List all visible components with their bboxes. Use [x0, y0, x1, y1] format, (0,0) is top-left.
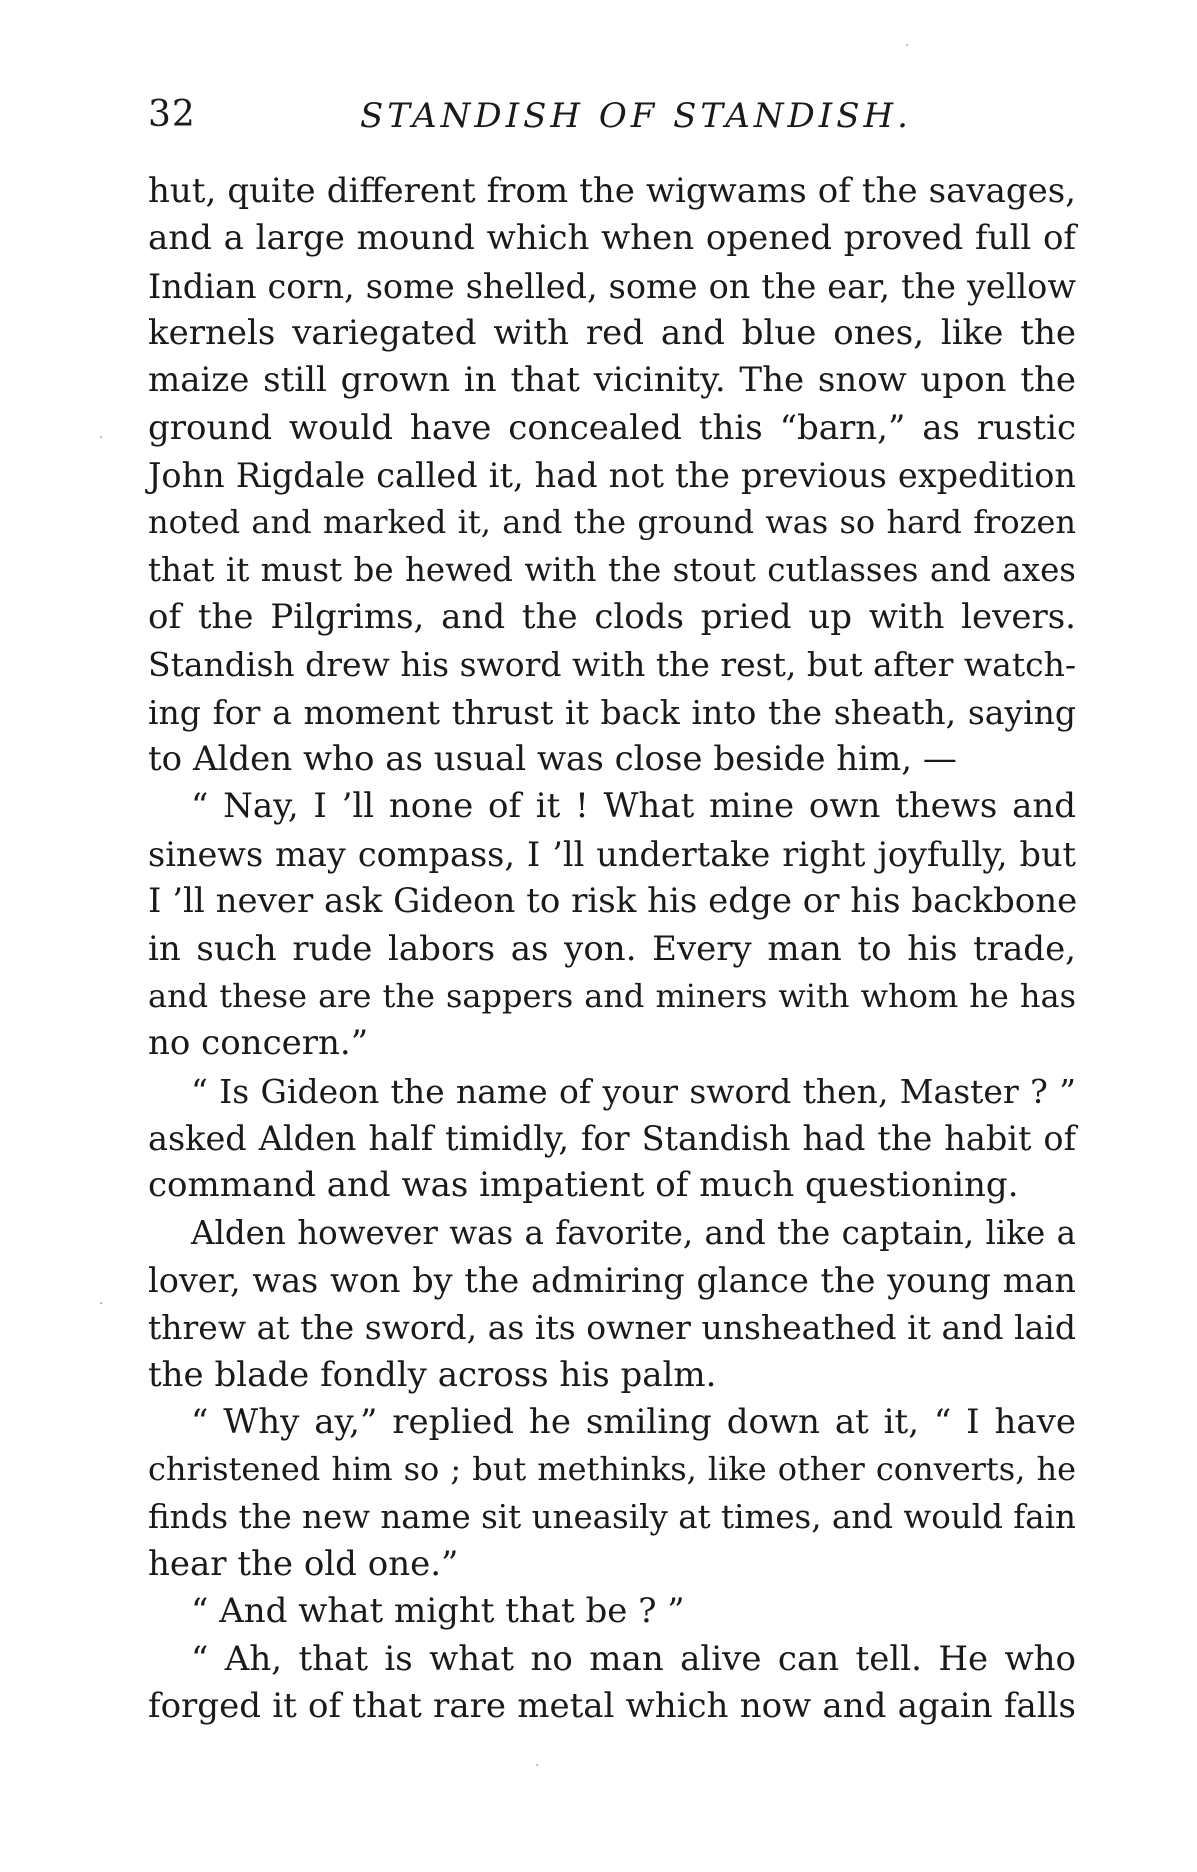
text-line: Alden however was a favorite, and the captain, like a: [191, 1213, 1076, 1252]
text-line: maize still grown in that vicinity. The snow upon the: [148, 360, 1076, 401]
text-line: asked Alden half timidly, for Standish had the habit of: [148, 1118, 1076, 1158]
text-line: noted and marked it, and the ground was so hard frozen: [148, 503, 1076, 542]
text-line: ing for a moment thrust it back into the sheath, saying: [148, 692, 1076, 732]
text-line: to Alden who as usual was close beside him, —: [148, 739, 957, 780]
text-line: “ And what might that be ? ”: [191, 1591, 685, 1632]
text-line: the blade fondly across his palm.: [148, 1354, 717, 1395]
text-line: Standish drew his sword with the rest, but after watch-: [148, 645, 1076, 685]
text-line: “ Is Gideon the name of your sword then, Master ? ”: [191, 1071, 1076, 1111]
text-line: and these are the sappers and miners with whom he has: [148, 976, 1076, 1015]
text-line: kernels variegated with red and blue ones, like the: [148, 313, 1076, 354]
page-number: 32: [148, 94, 196, 135]
text-line: sinews may compass, I ’ll undertake right joyfully, but: [148, 834, 1076, 874]
text-line: hut, quite different from the wigwams of the savages,: [148, 171, 1076, 211]
text-line: lover, was won by the admiring glance the young man: [148, 1260, 1076, 1300]
speck-mark: ·: [99, 1296, 104, 1312]
text-line: John Rigdale called it, had not the previous expedition: [148, 456, 1076, 496]
text-line: finds the new name sit uneasily at times, and would fain: [148, 1497, 1076, 1536]
text-line: I ’ll never ask Gideon to risk his edge or his backbone: [148, 881, 1078, 922]
text-line: hear the old one.”: [148, 1543, 459, 1584]
text-line: christened him so ; but methinks, like other converts, he: [148, 1450, 1076, 1489]
text-line: “ Ah, that is what no man alive can tell. He who: [191, 1638, 1076, 1679]
text-line: ground would have concealed this “barn,” as rustic: [148, 407, 1076, 448]
text-line: that it must be hewed with the stout cutlasses and axes: [148, 550, 1076, 589]
text-line: of the Pilgrims, and the clods pried up with levers.: [148, 597, 1076, 638]
text-line: and a large mound which when opened proved full of: [148, 218, 1076, 259]
text-line: no concern.”: [148, 1023, 369, 1064]
text-line: forged it of that rare metal which now and again falls: [148, 1686, 1076, 1726]
speck-mark: ·: [99, 430, 104, 446]
page-header: [148, 94, 1078, 144]
body-text: [148, 168, 1076, 1730]
text-line: command and was impatient of much questioning.: [148, 1165, 1019, 1206]
text-line: in such rude labors as yon. Every man to his trade,: [148, 928, 1076, 969]
running-head: STANDISH OF STANDISH.: [360, 96, 912, 136]
speck-mark: ·: [905, 38, 910, 54]
text-line: “ Nay, I ’ll none of it ! What mine own thews and: [191, 786, 1076, 827]
speck-mark: ·: [535, 1758, 540, 1774]
text-line: threw at the sword, as its owner unsheathed it and laid: [148, 1308, 1076, 1348]
text-line: Indian corn, some shelled, some on the ear, the yellow: [148, 266, 1076, 306]
text-line: “ Why ay,” replied he smiling down at it, “ I have: [191, 1401, 1076, 1442]
